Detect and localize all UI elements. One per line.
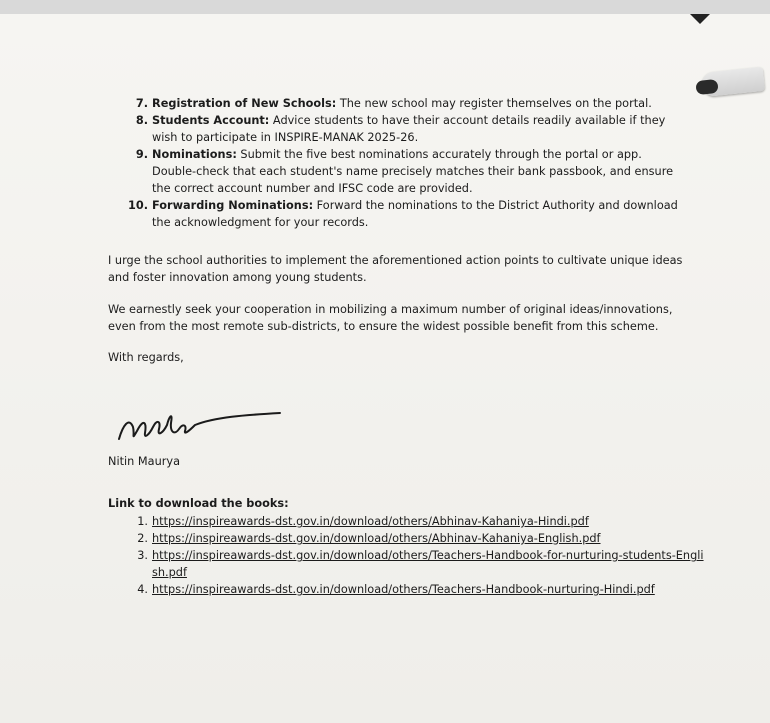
signatory-name: Nitin Maurya — [108, 455, 180, 468]
point-number: 9. — [135, 148, 148, 161]
action-points-list — [108, 95, 688, 231]
download-link-english-stories[interactable]: https://inspireawards-dst.gov.in/download/others/Abhinav-Kahaniya-English.pdf — [152, 532, 601, 545]
link-number: 3. — [137, 549, 148, 562]
point-label: Nominations: — [152, 148, 237, 161]
download-links-section — [108, 495, 708, 598]
list-item — [108, 530, 708, 547]
point-number: 10. — [128, 199, 149, 212]
point-text: Submit the five best nominations accurately through the portal or app. Double-check that each student's name precisely matches their bank passbook, and ensure the correct account number and IFSC code are provided. — [152, 148, 674, 195]
closing-regards: With regards, — [108, 351, 184, 364]
point-text: Forward the nominations to the District Authority and download the acknowledgment for your records. — [152, 199, 678, 229]
point-number: 7. — [135, 97, 148, 110]
point-text: The new school may register themselves on the portal. — [336, 97, 652, 110]
paragraph-urge: I urge the school authorities to implement the aforementioned action points to cultivate unique ideas and foster innovation among young students. — [108, 254, 683, 284]
letter-body — [108, 95, 688, 366]
list-item — [108, 197, 688, 231]
list-item — [108, 581, 708, 598]
download-link-teachers-handbook-hindi[interactable]: https://inspireawards-dst.gov.in/download/others/Teachers-Handbook-nurturing-Hindi.pdf — [152, 583, 655, 596]
handwritten-signature — [115, 405, 285, 445]
point-label: Forwarding Nominations: — [152, 199, 314, 212]
point-number: 8. — [135, 114, 148, 127]
link-number: 1. — [137, 515, 148, 528]
point-label: Students Account: — [152, 114, 270, 127]
list-item — [108, 112, 688, 146]
top-bar — [0, 0, 770, 14]
links-heading: Link to download the books: — [108, 497, 289, 510]
list-item — [108, 95, 688, 112]
link-number: 4. — [137, 583, 148, 596]
download-link-teachers-handbook-english[interactable]: https://inspireawards-dst.gov.in/download/others/Teachers-Handbook-for-nurturing-students-English.pdf — [152, 549, 704, 579]
list-item — [108, 547, 708, 581]
links-list — [108, 513, 708, 598]
point-text: Advice students to have their account details readily available if they wish to participate in INSPIRE-MANAK 2025-26. — [152, 114, 666, 144]
corner-mark — [690, 14, 710, 24]
download-link-hindi-stories[interactable]: https://inspireawards-dst.gov.in/download/others/Abhinav-Kahaniya-Hindi.pdf — [152, 515, 589, 528]
list-item — [108, 513, 708, 530]
point-label: Registration of New Schools: — [152, 97, 337, 110]
link-number: 2. — [137, 532, 148, 545]
list-item — [108, 146, 688, 197]
paragraph-cooperation: We earnestly seek your cooperation in mobilizing a maximum number of original ideas/innovations, even from the most remote sub-districts, to ensure the widest possible benefit from this scheme. — [108, 303, 673, 333]
